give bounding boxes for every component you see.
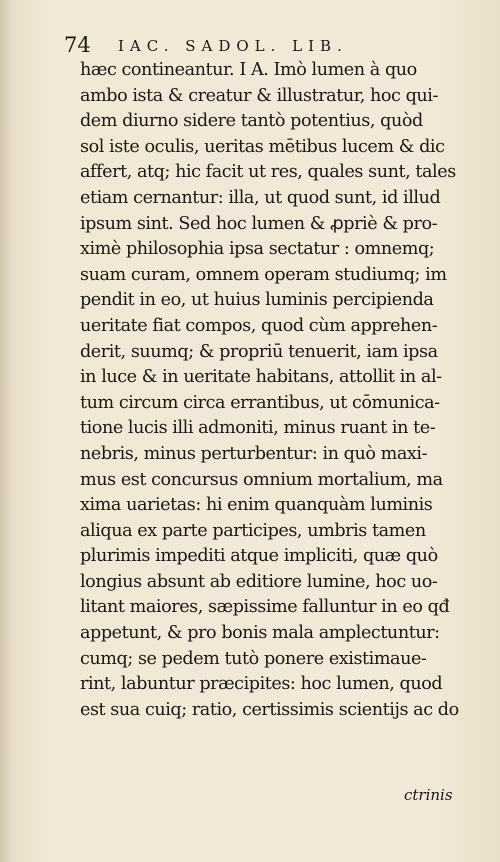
text-line: longius absunt ab editiore lumine, hoc uo- xyxy=(80,571,438,592)
catchword: ctrinis xyxy=(404,786,453,804)
running-head: IAC. SADOL. LIB. xyxy=(118,37,348,55)
text-line: pendit in eo, ut huius luminis percipienda xyxy=(80,290,434,311)
text-line: in luce & in ueritate habitans, attollit in al- xyxy=(80,367,442,388)
text-line: suam curam, omnem operam studiumq; im xyxy=(80,264,447,285)
body-text xyxy=(80,58,480,723)
text-line: ueritate fiat compos, quod cùm apprehen- xyxy=(80,315,438,336)
text-line: appetunt, & pro bonis mala amplectuntur: xyxy=(80,623,440,644)
text-line: aliqua ex parte participes, umbris tamen xyxy=(80,520,426,541)
page-number: 74 xyxy=(64,33,91,57)
text-line: ambo ista & creatur & illustratur, hoc qui- xyxy=(80,85,438,106)
text-line: hæc contineantur. I A. Imò lumen à quo xyxy=(80,60,417,80)
text-line: etiam cernantur: illa, ut quod sunt, id illud xyxy=(80,187,441,208)
text-line: plurimis impediti atque impliciti, quæ quò xyxy=(80,546,438,567)
text-line: tum circum circa errantibus, ut cōmunica- xyxy=(80,392,440,413)
text-line: est sua cuiq; ratio, certissimis scientijs ac do xyxy=(80,699,459,720)
text-line: litant maiores, sæpissime falluntur in eo qđ xyxy=(80,597,450,618)
text-line: tione lucis illi admoniti, minus ruant in te- xyxy=(80,418,436,439)
text-line: nebris, minus perturbentur: in quò maxi- xyxy=(80,443,428,464)
text-line: cumq; se pedem tutò ponere existimaue- xyxy=(80,648,427,669)
page-header xyxy=(64,32,444,58)
text-line: sol iste oculis, ueritas mētibus lucem & dic xyxy=(80,136,445,157)
text-line: rint, labuntur præcipites: hoc lumen, quod xyxy=(80,674,443,695)
page-gutter-shadow xyxy=(0,0,14,862)
text-line: ipsum sint. Sed hoc lumen & ꝓpriè & pro- xyxy=(80,213,438,234)
text-line: ximè philosophia ipsa sectatur : omnemq; xyxy=(80,239,435,260)
text-line: dem diurno sidere tantò potentius, quòd xyxy=(80,111,423,132)
text-line: derit, suumq; & propriū tenuerit, iam ipsa xyxy=(80,341,438,362)
text-line: mus est concursus omnium mortalium, ma xyxy=(80,469,443,490)
text-line: xima uarietas: hi enim quanquàm luminis xyxy=(80,495,433,516)
text-line: affert, atq; hic facit ut res, quales sunt, tales xyxy=(80,162,456,183)
